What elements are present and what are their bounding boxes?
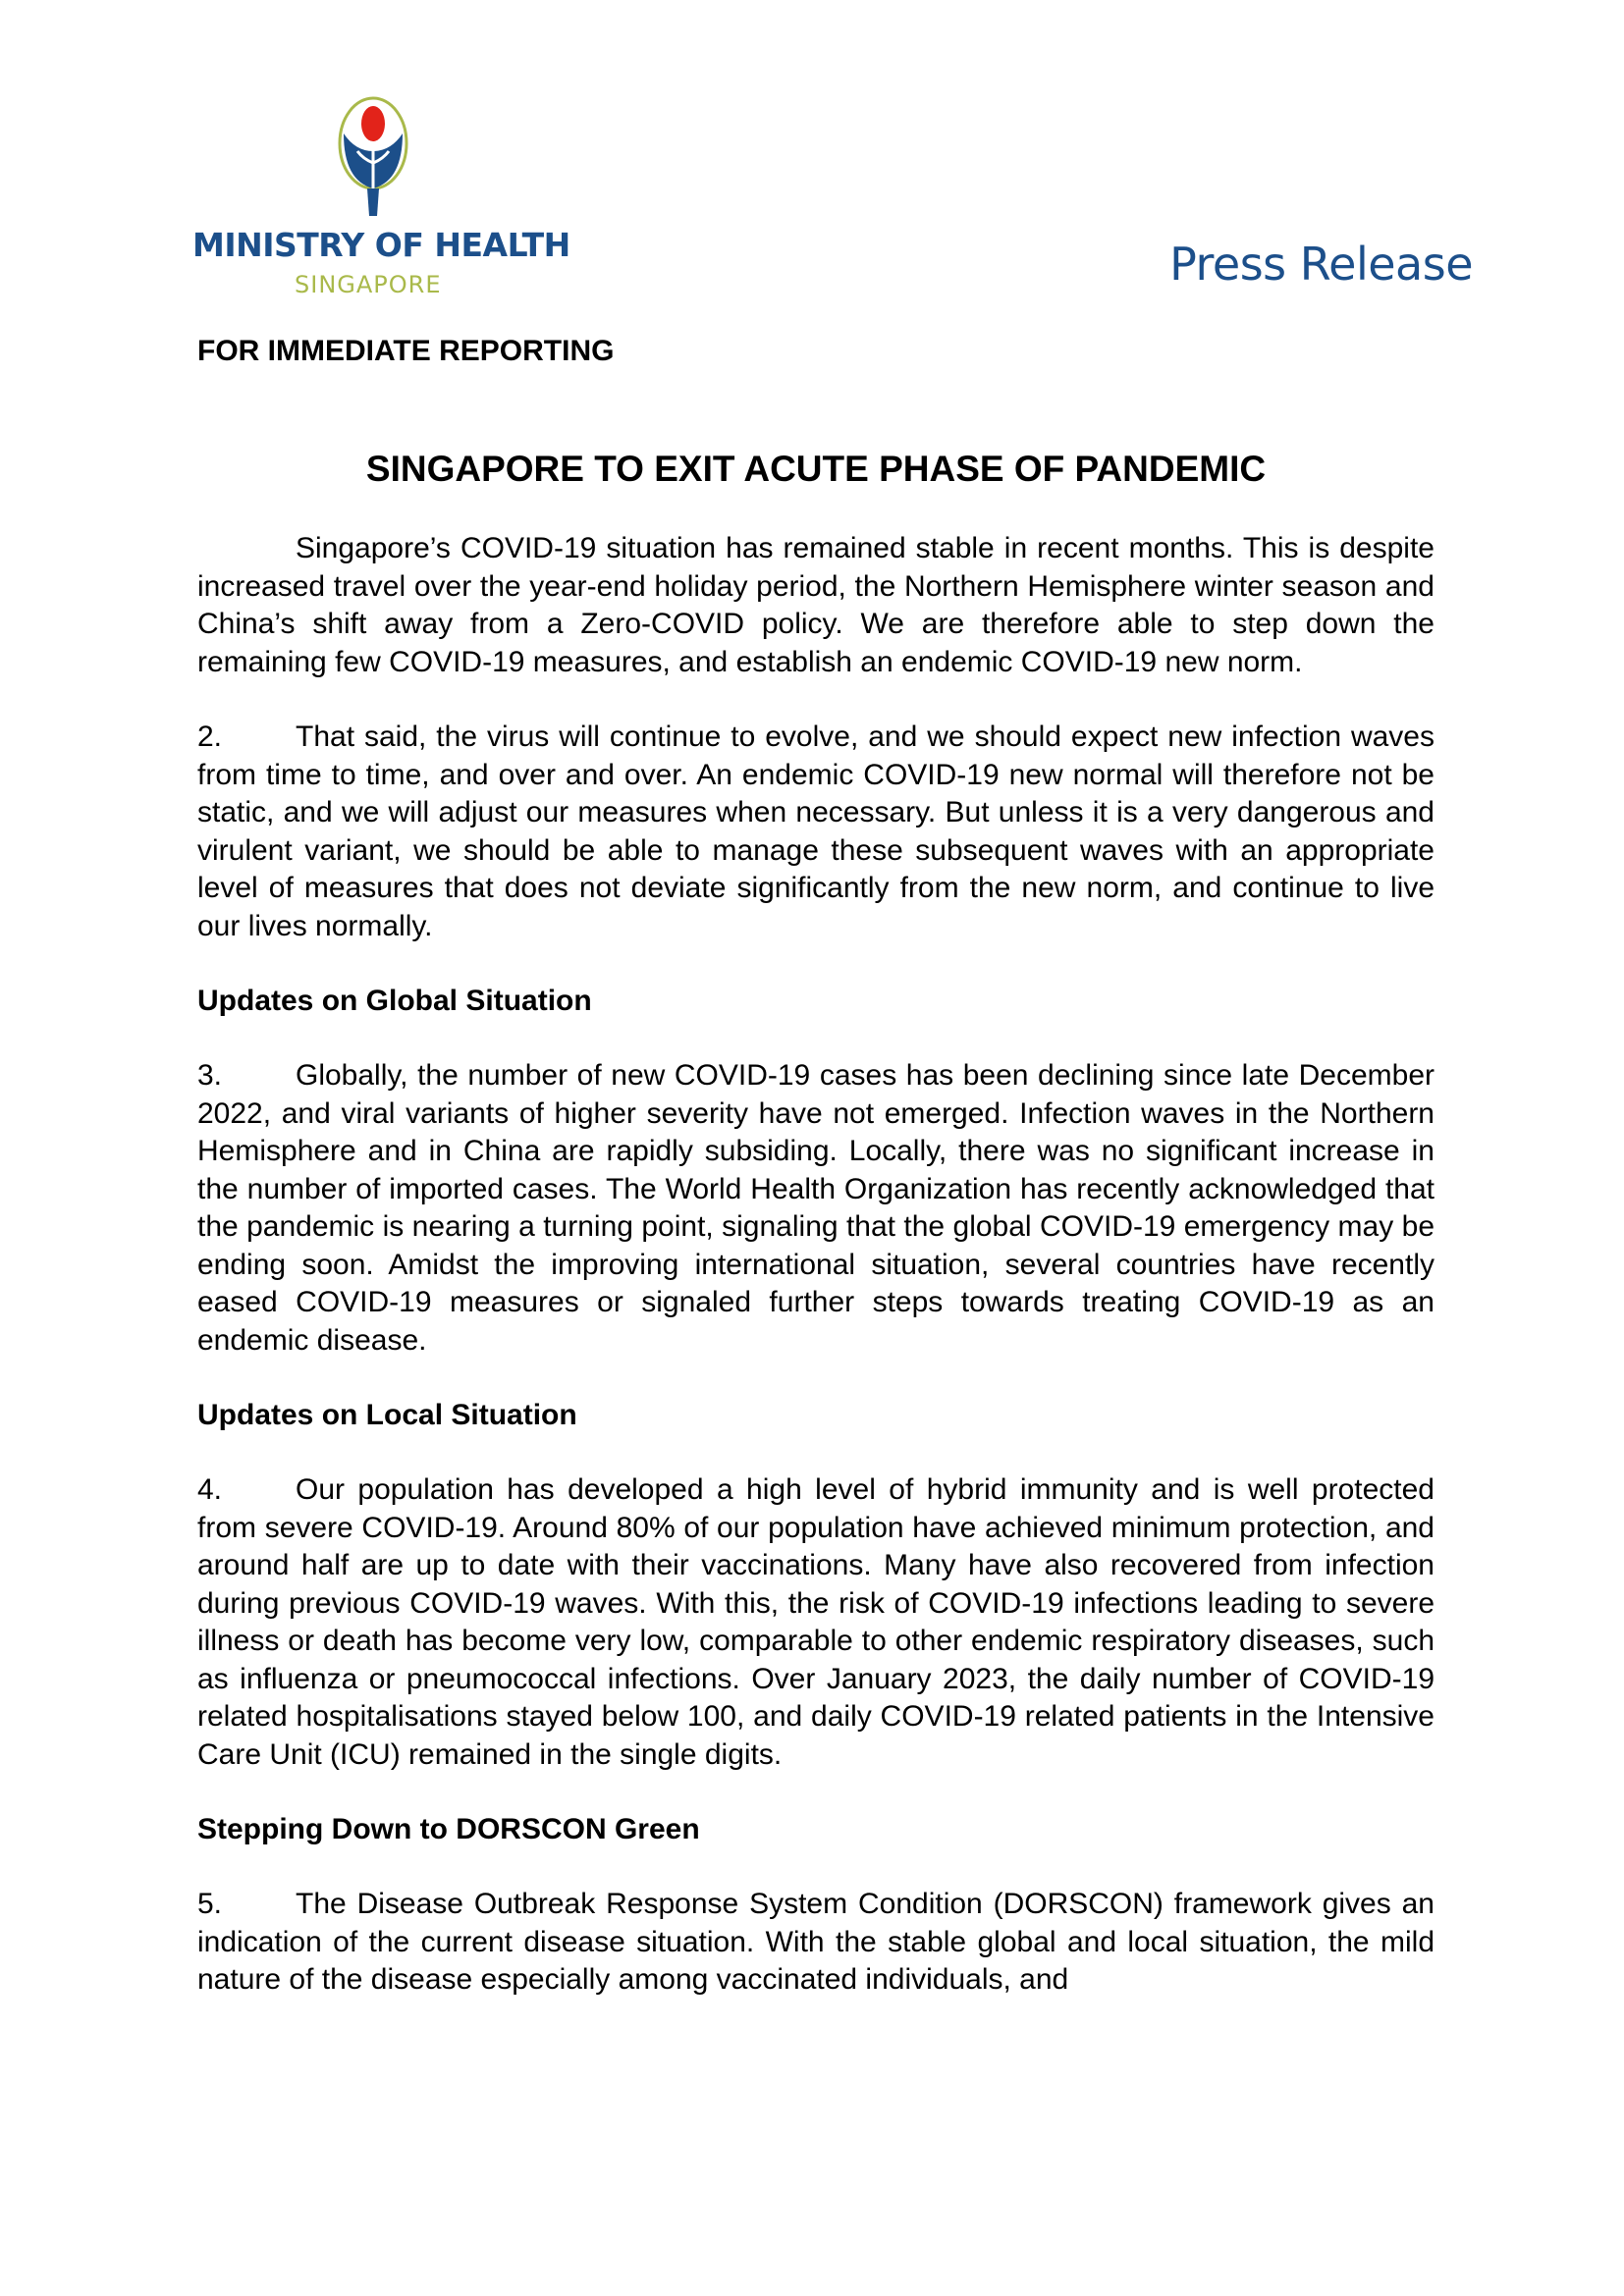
section-heading-local: Updates on Local Situation <box>197 1399 577 1431</box>
paragraph-text: Our population has developed a high level of hybrid immunity and is well protected from severe COVID-19. Around 80% of our population have achieved minimum protection, and around half are up to date with their vaccinations. Many have also recovered from infection during previous COVID-19 waves. With this, the risk of COVID-19 infections leading to severe illness or death has become very low, comparable to other endemic respiratory diseases, such as influenza or pneumococcal infections. Over January 2023, the daily number of COVID-19 related hospitalisations stayed below 100, and daily COVID-19 related patients in the Intensive Care Unit (ICU) remained in the single digits. <box>197 1473 1435 1771</box>
paragraph-text: That said, the virus will continue to evolve, and we should expect new infection waves from time to time, and over and over. An endemic COVID-19 new normal will therefore not be static, and we will adjust our measures when necessary. But unless it is a very dangerous and virulent variant, we should be able to manage these subsequent waves with an appropriate level of measures that does not deviate significantly from the new norm, and continue to live our lives normally. <box>197 721 1435 942</box>
section-heading-global: Updates on Global Situation <box>197 985 592 1017</box>
section-heading-dorscon: Stepping Down to DORSCON Green <box>197 1813 700 1845</box>
paragraph-number: 2. <box>197 721 223 753</box>
paragraph-text: Globally, the number of new COVID-19 cases has been declining since late December 2022, and viral variants of higher severity have not emerged. Infection waves in the Northern Hemisphere and in China are rapidly subsiding. Locally, there was no significant increase in the number of imported cases. The World Health Organization has recently acknowledged that the pandemic is nearing a turning point, signaling that the global COVID-19 emergency may be ending soon. Amidst the improving international situation, several countries have recently eased COVID-19 measures or signaled further steps towards treating COVID-19 as an endemic disease. <box>197 1059 1435 1357</box>
paragraph-number: 4. <box>197 1473 223 1506</box>
paragraph-number: 5. <box>197 1888 223 1920</box>
paragraph-2 <box>197 719 1435 945</box>
document-body <box>197 334 1435 2000</box>
paragraph-5 <box>197 1886 1435 2000</box>
logo-title: MINISTRY OF HEALTH <box>192 226 570 264</box>
paragraph-1: Singapore’s COVID-19 situation has remained stable in recent months. This is despite increased travel over the year-end holiday period, the Northern Hemisphere winter season and China’s shift away from a Zero-COVID policy. We are therefore able to step down the remaining few COVID-19 measures, and establish an endemic COVID-19 new norm. <box>197 532 1435 678</box>
moh-emblem-icon <box>330 94 416 220</box>
paragraph-4 <box>197 1471 1435 1774</box>
press-release-label: Press Release <box>1169 238 1473 291</box>
moh-logo <box>192 94 570 305</box>
paragraph-3 <box>197 1057 1435 1360</box>
document-title: SINGAPORE TO EXIT ACUTE PHASE OF PANDEMIC <box>365 449 1267 489</box>
reporting-label: FOR IMMEDIATE REPORTING <box>197 335 615 367</box>
paragraph-text: The Disease Outbreak Response System Condition (DORSCON) framework gives an indication of the current disease situation. With the stable global and local situation, the mild nature of the disease especially among vaccinated individuals, and <box>197 1888 1435 1996</box>
paragraph-number: 3. <box>197 1059 223 1092</box>
logo-subtitle: SINGAPORE <box>295 271 442 298</box>
